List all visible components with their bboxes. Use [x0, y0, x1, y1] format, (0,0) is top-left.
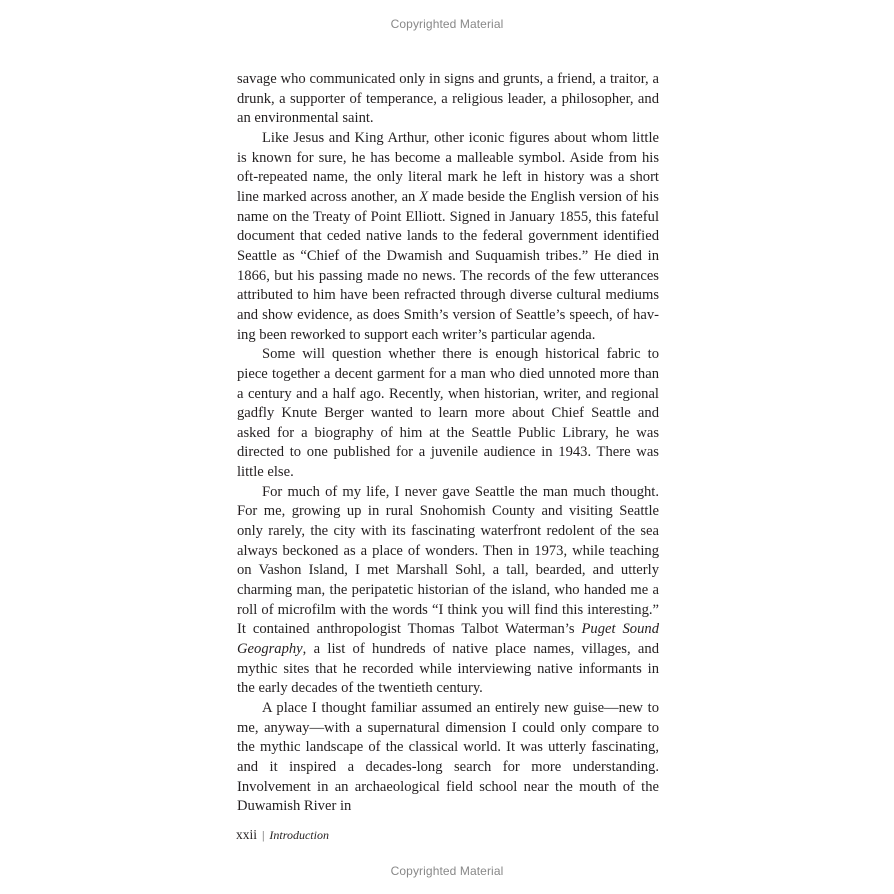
book-title: Puget Sound Geography: [237, 621, 659, 658]
paragraph-text: made beside the English version of his name on the Treaty of Point Elliott. Signed in January 1855, this fateful document that ceded native lands to the federal government identified Seattle as “Chief of the Dwamish and Suquamish tribes.” He died in 1866, but his passing made no news. The records of the few utterances attributed to him have been refracted through diverse cultural mediums and show evidence, as does Smith’s version of Seattle’s speech, of having been reworked to support each writer’s particular agenda.: [237, 188, 659, 343]
copyright-watermark-bottom: Copyrighted Material: [390, 864, 504, 878]
paragraph: [237, 483, 659, 699]
italic-text: X: [419, 188, 429, 205]
running-head: Introduction: [269, 828, 329, 842]
page-footer: [236, 827, 329, 843]
paragraph-text: , a list of hundreds of native place names, villages, and mythic sites that he recorded while interviewing native informants in the early decades of the twentieth century.: [237, 641, 659, 697]
page-number: xxii: [236, 827, 258, 842]
paragraph-text: Some will question whether there is enough historical fabric to piece together a decent garment for a man who died unnoted more than a century and a half ago. Recently, when historian, writer, and regional gadfly Knute Berger wanted to learn more about Chief Seattle and asked for a biography of him at the Seattle Public Library, he was directed to one published for a juvenile audience in 1943. There was little else.: [237, 346, 659, 481]
paragraph-text: A place I thought familiar assumed an entirely new guise—new to me, anyway—with a supernatural dimension I could only compare to the mythic landscape of the classical world. It was utterly fascinating, and it inspired a decades-long search for more understanding. Involvement in an archaeological field school near the mouth of the Duwamish River in: [237, 700, 659, 815]
copyright-watermark-top: Copyrighted Material: [390, 17, 504, 31]
paragraph: [237, 345, 659, 483]
paragraph: [237, 129, 659, 345]
folio-separator: |: [262, 828, 265, 842]
paragraph-text: savage who communicated only in signs and grunts, a friend, a traitor, a drunk, a supporter of temperance, a religious leader, a philosopher, and an environmental saint.: [237, 71, 659, 127]
body-text: [237, 70, 659, 817]
paragraph-text: Like Jesus and King Arthur, other iconic figures about whom little is known for sure, he has become a malleable symbol. Aside from his oft-repeated name, the only literal mark he left in history was a short line marked across another, an: [237, 129, 659, 205]
paragraph-continued: [237, 70, 659, 129]
paragraph: [237, 699, 659, 817]
paragraph-text: For much of my life, I never gave Seattle the man much thought. For me, growing up in rural Snohomish County and visiting Seattle only rarely, the city with its fascinating waterfront redolent of the sea always beckoned as a place of wonders. Then in 1973, while teaching on Vashon Island, I met Marshall Sohl, a tall, bearded, and utterly charming man, the peripatetic historian of the island, who handed me a roll of microfilm with the words “I think you will find this interesting.” It contained anthropologist Thomas Talbot Waterman’s: [237, 483, 659, 638]
